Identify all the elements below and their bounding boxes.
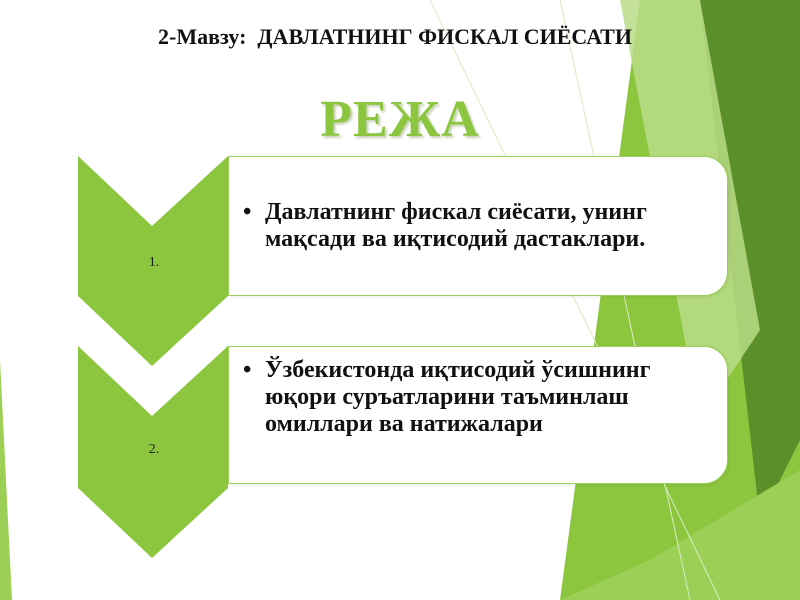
slide-title: 2-Мавзу: ДАВЛАТНИНГ ФИСКАЛ СИЁСАТИ <box>158 24 632 49</box>
item-2-content <box>243 357 709 438</box>
plan-heading: РЕЖА <box>320 91 480 148</box>
item-1-bullet: • <box>243 199 252 225</box>
item-2-bullet: • <box>243 357 252 383</box>
item-1-content <box>243 199 709 253</box>
item-1-box <box>228 156 728 296</box>
item-2-box <box>228 346 728 484</box>
item-1-text: Давлатнинг фискал сиёсати, унинг мақсади ва иқтисодий дастаклари. <box>265 199 647 252</box>
left-edge-accent <box>0 360 12 600</box>
item-2-text: Ўзбекистонда иқтисодий ўсишнинг юқори суръатларини таъминлаш омиллари ва натижалари <box>265 357 651 437</box>
item-2-number: 2. <box>148 442 160 457</box>
item-1-number: 1. <box>148 255 160 270</box>
